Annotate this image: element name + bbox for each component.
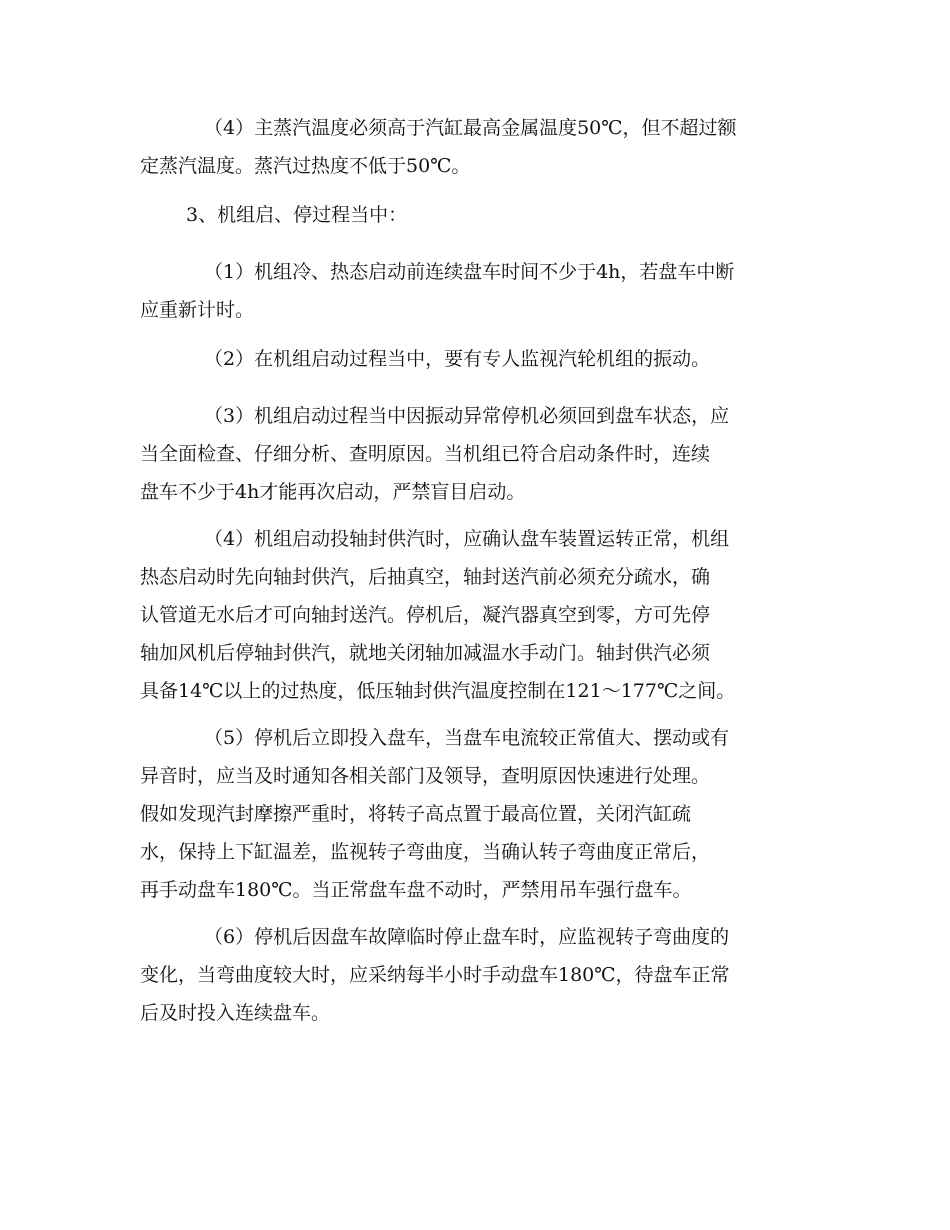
text-line: 异音时，应当及时通知各相关部门及领导，查明原因快速进行处理。: [140, 765, 711, 787]
text-line: （4）主蒸汽温度必须高于汽缸最高金属温度50℃，但不超过额: [204, 117, 737, 139]
text-line: 热态启动时先向轴封供汽，后抽真空，轴封送汽前必须充分疏水，确: [140, 566, 711, 588]
paragraph-5-after-shutdown: [140, 719, 729, 909]
text-line: 认管道无水后才可向轴封送汽。停机后，凝汽器真空到零，方可先停: [140, 604, 711, 626]
paragraph-4-shaft-seal: [140, 520, 735, 710]
text-line: 假如发现汽封摩擦严重时，将转子高点置于最高位置，关闭汽缸疏: [140, 803, 692, 825]
text-line: 轴加风机后停轴封供汽，就地关闭轴加减温水手动门。轴封供汽必须: [140, 642, 711, 664]
paragraph-3-abnormal-vibration: [140, 397, 729, 511]
text-line: 再手动盘车180℃。当正常盘车盘不动时，严禁用吊车强行盘车。: [140, 879, 692, 901]
text-line: （6）停机后因盘车故障临时停止盘车时，应监视转子弯曲度的: [204, 926, 730, 948]
text-line: 具备14℃以上的过热度，低压轴封供汽温度控制在121～177℃之间。: [140, 680, 736, 702]
paragraph-2-vibration-monitoring: [140, 340, 710, 378]
text-line: 定蒸汽温度。蒸汽过热度不低于50℃。: [140, 155, 471, 177]
text-line: （3）机组启动过程当中因振动异常停机必须回到盘车状态，应: [204, 405, 730, 427]
paragraph-4-steam-temperature: [140, 109, 737, 185]
text-line: （1）机组冷、热态启动前连续盘车时间不少于4h，若盘车中断: [204, 261, 735, 283]
text-line: 水，保持上下缸温差，监视转子弯曲度，当确认转子弯曲度正常后，: [140, 841, 711, 863]
text-line: 盘车不少于4h才能再次启动，严禁盲目启动。: [140, 481, 526, 503]
text-line: （5）停机后立即投入盘车，当盘车电流较正常值大、摆动或有: [204, 727, 730, 749]
text-line: 变化，当弯曲度较大时，应采纳每半小时手动盘车180℃，待盘车正常: [140, 964, 730, 986]
section-heading-3: [140, 196, 407, 234]
text-line: 当全面检查、仔细分析、查明原因。当机组已符合启动条件时，连续: [140, 443, 711, 465]
text-line: （4）机组启动投轴封供汽时，应确认盘车装置运转正常，机组: [204, 528, 730, 550]
text-line: （2）在机组启动过程当中，要有专人监视汽轮机组的振动。: [204, 348, 711, 370]
section-heading: 3、机组启、停过程当中：: [186, 204, 408, 226]
text-line: 后及时投入连续盘车。: [140, 1002, 331, 1024]
text-line: 应重新计时。: [140, 299, 255, 321]
paragraph-1-turning-gear: [140, 253, 734, 329]
paragraph-6-gear-fault: [140, 918, 730, 1032]
